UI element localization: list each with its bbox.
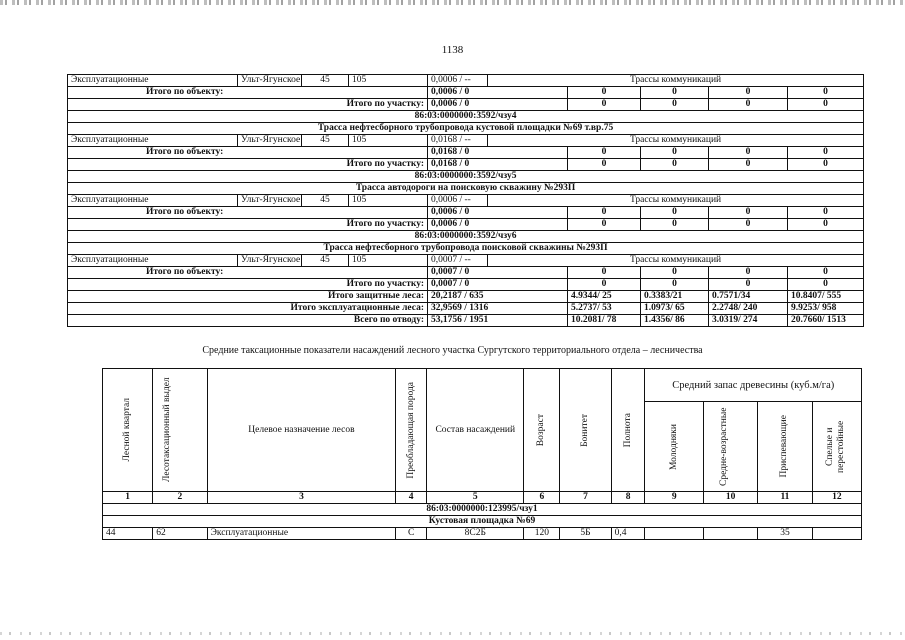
cell-forestry: Ульт-Ягунское: [238, 135, 302, 147]
cadastral-row: [68, 171, 864, 183]
cell-forestry: Ульт-Ягунское: [238, 75, 302, 87]
total-label: Итого по объекту:: [68, 147, 428, 159]
column-number: 11: [758, 492, 812, 504]
cell-forest-category: Эксплуатационные: [68, 135, 238, 147]
total-value: 0: [641, 147, 709, 159]
header-species: Преобладающая порода: [405, 381, 416, 479]
cadastral-row: [68, 231, 864, 243]
object-title: Трасса нефтесборного трубопровода поисковой скважины №293П: [68, 243, 864, 255]
total-area: 0,0006 / 0: [428, 87, 568, 99]
total-value: 5.2737/ 53: [568, 303, 641, 315]
cell-area: 0,0006 / --: [428, 75, 488, 87]
total-value: 0: [788, 207, 864, 219]
total-value: 0: [568, 207, 641, 219]
cadastral-number: 86:03:0000000:3592/чзу6: [68, 231, 864, 243]
cell-area: 0,0168 / --: [428, 135, 488, 147]
total-value: 0: [568, 279, 641, 291]
total-value: 0: [709, 207, 788, 219]
total-area: 0,0007 / 0: [428, 279, 568, 291]
summary-title: Средние таксационные показатели насаждений лесного участка Сургутского территориального отдела – лесничества: [202, 345, 703, 356]
total-value: 0: [568, 147, 641, 159]
object-title-row: [68, 123, 864, 135]
cell-vydel: 62: [153, 528, 207, 540]
cell-area: 0,0007 / --: [428, 255, 488, 267]
total-area: 0,0007 / 0: [428, 267, 568, 279]
total-label: Итого по участку:: [68, 279, 428, 291]
cell-purpose: Эксплуатационные: [207, 528, 396, 540]
total-area: 0,0006 / 0: [428, 207, 568, 219]
table-row: [68, 255, 864, 267]
total-value: 0: [709, 279, 788, 291]
cell-vydel: 105: [349, 195, 428, 207]
total-label: Итого по участку:: [68, 99, 428, 111]
header-young: Молодняки: [668, 423, 679, 470]
cell-age: 120: [524, 528, 560, 540]
header-composition: Состав насаждений: [427, 369, 524, 492]
total-label: Итого по объекту:: [68, 87, 428, 99]
plot-total-row: [68, 159, 864, 171]
total-value: 0: [641, 159, 709, 171]
grand-total-row: [68, 291, 864, 303]
total-area: 32,9569 / 1316: [428, 303, 568, 315]
total-value: 2.2748/ 240: [709, 303, 788, 315]
header-mature: Спелые и перестойные: [824, 420, 846, 473]
table-row: [68, 135, 864, 147]
cell-forestry: Ульт-Ягунское: [238, 255, 302, 267]
cell-quarter: 45: [302, 75, 349, 87]
total-label: Итого по объекту:: [68, 207, 428, 219]
cell-vydel: 105: [349, 75, 428, 87]
cell-forest-category: Эксплуатационные: [68, 75, 238, 87]
object-total-row: [68, 267, 864, 279]
cell-quarter: 45: [302, 255, 349, 267]
cell-density: 0,4: [611, 528, 645, 540]
page-number: 1138: [441, 44, 464, 56]
grand-total-row: [68, 303, 864, 315]
allotment-table: [67, 74, 864, 327]
total-value: 4.9344/ 25: [568, 291, 641, 303]
total-label: Итого по объекту:: [68, 267, 428, 279]
cell-composition: 8С2Б: [427, 528, 524, 540]
total-value: 10.8407/ 555: [788, 291, 864, 303]
total-area: 0,0006 / 0: [428, 219, 568, 231]
total-area: 20,2187 / 635: [428, 291, 568, 303]
column-number: 1: [103, 492, 153, 504]
total-value: 0: [709, 87, 788, 99]
cell-maturing: 35: [758, 528, 812, 540]
cell-vydel: 105: [349, 135, 428, 147]
total-label: Всего по отводу:: [68, 315, 428, 327]
grand-total-row: [68, 315, 864, 327]
header-density: Полнота: [622, 412, 633, 448]
header-maturing: Приспевающие: [779, 415, 790, 478]
object-title-row: [68, 183, 864, 195]
cell-purpose: Трассы коммуникаций: [488, 75, 864, 87]
cell-forestry: Ульт-Ягунское: [238, 195, 302, 207]
total-label: Итого эксплуатационные леса:: [68, 303, 428, 315]
header-row: [103, 369, 862, 402]
plot-total-row: [68, 99, 864, 111]
total-value: 0: [709, 159, 788, 171]
total-value: 0: [709, 147, 788, 159]
cell-vydel: 105: [349, 255, 428, 267]
plot-total-row: [68, 279, 864, 291]
total-label: Итого защитные леса:: [68, 291, 428, 303]
column-numbers-row: [103, 492, 862, 504]
total-value: 3.0319/ 274: [709, 315, 788, 327]
object-total-row: [68, 87, 864, 99]
taxation-table: [102, 368, 862, 540]
total-area: 0,0168 / 0: [428, 147, 568, 159]
column-number: 9: [645, 492, 703, 504]
cell-forest-category: Эксплуатационные: [68, 255, 238, 267]
cadastral-number: 86:03:0000000:3592/чзу4: [68, 111, 864, 123]
header-bonitet: Бонитет: [580, 413, 590, 447]
total-value: 0: [788, 279, 864, 291]
cell-forest-category: Эксплуатационные: [68, 195, 238, 207]
scan-artifact-bottom: [0, 632, 905, 635]
column-number: 4: [396, 492, 427, 504]
cell-species: С: [396, 528, 427, 540]
total-value: 0: [788, 99, 864, 111]
object-title-row: [68, 243, 864, 255]
column-number: 8: [611, 492, 645, 504]
total-value: 9.9253/ 958: [788, 303, 864, 315]
cell-mature: [812, 528, 861, 540]
column-number: 6: [524, 492, 560, 504]
total-area: 53,1756 / 1951: [428, 315, 568, 327]
total-value: 0: [641, 87, 709, 99]
table-row: [68, 195, 864, 207]
cadastral-number: 86:03:0000000:123995/чзу1: [103, 504, 862, 516]
header-quarter: Лесной квартал: [122, 398, 133, 462]
total-label: Итого по участку:: [68, 159, 428, 171]
total-value: 0: [788, 147, 864, 159]
total-value: 1.4356/ 86: [641, 315, 709, 327]
object-total-row: [68, 207, 864, 219]
cell-young: [645, 528, 703, 540]
total-area: 0,0006 / 0: [428, 99, 568, 111]
cadastral-row: [68, 111, 864, 123]
total-value: 20.7660/ 1513: [788, 315, 864, 327]
cell-purpose: Трассы коммуникаций: [488, 255, 864, 267]
header-middle-aged: Средне-возрастные: [718, 407, 729, 486]
total-value: 0: [568, 267, 641, 279]
total-value: 0: [568, 99, 641, 111]
total-label: Итого по участку:: [68, 219, 428, 231]
object-title: Трасса автодороги на поисковую скважину №293П: [68, 183, 864, 195]
cell-quarter: 44: [103, 528, 153, 540]
object-total-row: [68, 147, 864, 159]
column-number: 10: [703, 492, 757, 504]
cell-quarter: 45: [302, 195, 349, 207]
column-number: 12: [812, 492, 861, 504]
total-value: 0.7571/34: [709, 291, 788, 303]
plot-total-row: [68, 219, 864, 231]
total-area: 0,0168 / 0: [428, 159, 568, 171]
scan-artifact-top: [0, 0, 905, 5]
table-row: [103, 528, 862, 540]
cell-middle-aged: [703, 528, 757, 540]
total-value: 0: [709, 219, 788, 231]
cell-area: 0,0006 / --: [428, 195, 488, 207]
column-number: 2: [153, 492, 207, 504]
column-number: 7: [560, 492, 611, 504]
total-value: 0: [788, 87, 864, 99]
object-title: Трасса нефтесборного трубопровода кустовой площадки №69 т.вр.75: [68, 123, 864, 135]
object-title: Кустовая площадка №69: [103, 516, 862, 528]
total-value: 0: [709, 267, 788, 279]
total-value: 0: [788, 219, 864, 231]
total-value: 0: [641, 267, 709, 279]
cell-quarter: 45: [302, 135, 349, 147]
total-value: 0.3383/21: [641, 291, 709, 303]
cell-bonitet: 5Б: [560, 528, 611, 540]
total-value: 0: [641, 99, 709, 111]
total-value: 0: [568, 87, 641, 99]
header-stock-group: Средний запас древесины (куб.м/га): [645, 369, 862, 402]
cell-purpose: Трассы коммуникаций: [488, 195, 864, 207]
header-vydel: Лесотаксационный выдел: [161, 377, 172, 483]
total-value: 1.0973/ 65: [641, 303, 709, 315]
total-value: 0: [641, 219, 709, 231]
total-value: 0: [788, 267, 864, 279]
table-row: [68, 75, 864, 87]
total-value: 10.2081/ 78: [568, 315, 641, 327]
total-value: 0: [788, 159, 864, 171]
cadastral-number: 86:03:0000000:3592/чзу5: [68, 171, 864, 183]
total-value: 0: [641, 207, 709, 219]
total-value: 0: [568, 219, 641, 231]
total-value: 0: [568, 159, 641, 171]
header-age: Возраст: [536, 413, 547, 447]
total-value: 0: [709, 99, 788, 111]
column-number: 3: [207, 492, 396, 504]
header-purpose: Целевое назначение лесов: [207, 369, 396, 492]
total-value: 0: [641, 279, 709, 291]
cell-purpose: Трассы коммуникаций: [488, 135, 864, 147]
column-number: 5: [427, 492, 524, 504]
